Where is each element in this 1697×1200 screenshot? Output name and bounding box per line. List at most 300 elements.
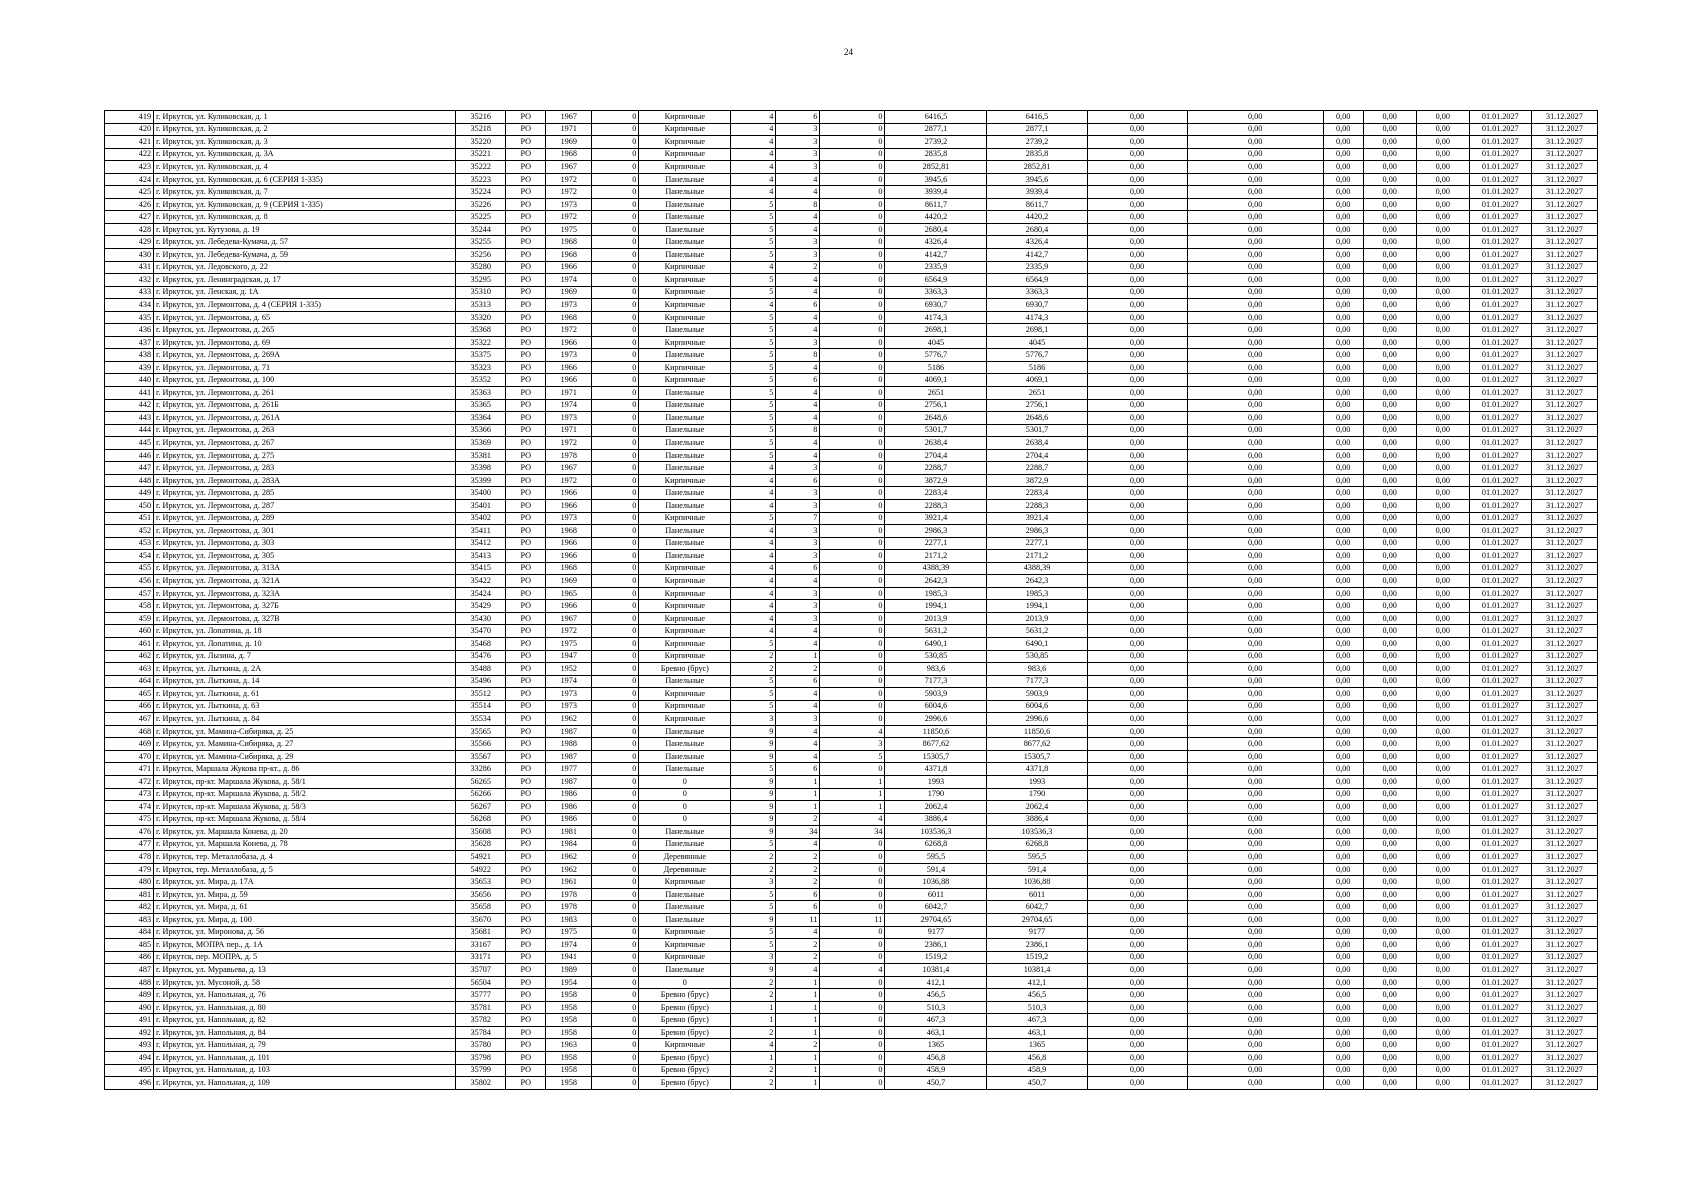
row-number-cell: 429 — [105, 236, 154, 249]
cost-3-cell: 0,00 — [1323, 387, 1363, 400]
total-area-cell: 2277,1 — [885, 537, 987, 550]
row-number-cell: 491 — [105, 1014, 154, 1027]
entrances-cell: 4 — [776, 211, 820, 224]
floors-cell: 5 — [731, 763, 776, 776]
living-area-cell: 530,85 — [987, 650, 1087, 663]
cost-5-cell: 0,00 — [1416, 499, 1469, 512]
floors-cell: 5 — [731, 926, 776, 939]
living-area-cell: 4069,1 — [987, 374, 1087, 387]
repair-year-cell: 0 — [592, 236, 639, 249]
method-cell: РО — [506, 537, 546, 550]
cost-3-cell: 0,00 — [1323, 1001, 1363, 1014]
cost-4-cell: 0,00 — [1363, 424, 1416, 437]
cost-5-cell: 0,00 — [1416, 550, 1469, 563]
wall-material-cell: Кирпичные — [639, 512, 731, 525]
entrances-cell: 3 — [776, 587, 820, 600]
wall-material-cell: Кирпичные — [639, 688, 731, 701]
repair-year-cell: 0 — [592, 374, 639, 387]
cost-3-cell: 0,00 — [1323, 236, 1363, 249]
floors-cell: 4 — [731, 161, 776, 174]
entrances-cell: 4 — [776, 311, 820, 324]
total-area-cell: 8677,62 — [885, 738, 987, 751]
house-id-cell: 35781 — [456, 1001, 506, 1014]
table-row — [105, 876, 1598, 889]
house-id-cell: 35496 — [456, 675, 506, 688]
method-cell: РО — [506, 738, 546, 751]
lifts-cell: 0 — [820, 625, 885, 638]
table-row — [105, 637, 1598, 650]
start-date-cell: 01.01.2027 — [1469, 286, 1531, 299]
table-row — [105, 688, 1598, 701]
lifts-cell: 0 — [820, 223, 885, 236]
address-cell: г. Иркутск, ул. Мира, д. 59 — [154, 888, 456, 901]
cost-5-cell: 0,00 — [1416, 650, 1469, 663]
method-cell: РО — [506, 424, 546, 437]
end-date-cell: 31.12.2027 — [1531, 261, 1597, 274]
house-id-cell: 56265 — [456, 775, 506, 788]
floors-cell: 5 — [731, 336, 776, 349]
year-built-cell: 1941 — [546, 951, 592, 964]
cost-3-cell: 0,00 — [1323, 311, 1363, 324]
floors-cell: 4 — [731, 525, 776, 538]
repair-year-cell: 0 — [592, 713, 639, 726]
table-row — [105, 650, 1598, 663]
total-area-cell: 8611,7 — [885, 198, 987, 211]
wall-material-cell: Кирпичные — [639, 650, 731, 663]
floors-cell: 5 — [731, 361, 776, 374]
entrances-cell: 1 — [776, 976, 820, 989]
start-date-cell: 01.01.2027 — [1469, 1052, 1531, 1065]
entrances-cell: 7 — [776, 512, 820, 525]
cost-3-cell: 0,00 — [1323, 813, 1363, 826]
cost-3-cell: 0,00 — [1323, 136, 1363, 149]
cost-2-cell: 0,00 — [1187, 286, 1323, 299]
living-area-cell: 2013,9 — [987, 612, 1087, 625]
total-area-cell: 595,5 — [885, 851, 987, 864]
repair-year-cell: 0 — [592, 223, 639, 236]
table-row — [105, 487, 1598, 500]
year-built-cell: 1972 — [546, 173, 592, 186]
cost-5-cell: 0,00 — [1416, 437, 1469, 450]
cost-1-cell: 0,00 — [1087, 725, 1187, 738]
method-cell: РО — [506, 512, 546, 525]
total-area-cell: 6268,8 — [885, 838, 987, 851]
floors-cell: 4 — [731, 537, 776, 550]
living-area-cell: 3921,4 — [987, 512, 1087, 525]
wall-material-cell: Кирпичные — [639, 575, 731, 588]
table-row — [105, 851, 1598, 864]
row-number-cell: 486 — [105, 951, 154, 964]
year-built-cell: 1966 — [546, 374, 592, 387]
year-built-cell: 1967 — [546, 161, 592, 174]
row-number-cell: 475 — [105, 813, 154, 826]
wall-material-cell: Панельные — [639, 550, 731, 563]
year-built-cell: 1968 — [546, 148, 592, 161]
cost-5-cell: 0,00 — [1416, 788, 1469, 801]
repair-year-cell: 0 — [592, 1001, 639, 1014]
table-row — [105, 525, 1598, 538]
cost-4-cell: 0,00 — [1363, 349, 1416, 362]
end-date-cell: 31.12.2027 — [1531, 437, 1597, 450]
table-row — [105, 537, 1598, 550]
cost-3-cell: 0,00 — [1323, 374, 1363, 387]
table-row — [105, 1014, 1598, 1027]
lifts-cell: 0 — [820, 637, 885, 650]
method-cell: РО — [506, 374, 546, 387]
cost-3-cell: 0,00 — [1323, 349, 1363, 362]
cost-4-cell: 0,00 — [1363, 826, 1416, 839]
total-area-cell: 983,6 — [885, 663, 987, 676]
house-id-cell: 35658 — [456, 901, 506, 914]
living-area-cell: 450,7 — [987, 1077, 1087, 1090]
cost-4-cell: 0,00 — [1363, 1014, 1416, 1027]
method-cell: РО — [506, 851, 546, 864]
cost-5-cell: 0,00 — [1416, 186, 1469, 199]
house-id-cell: 35322 — [456, 336, 506, 349]
cost-2-cell: 0,00 — [1187, 976, 1323, 989]
repair-year-cell: 0 — [592, 499, 639, 512]
cost-4-cell: 0,00 — [1363, 876, 1416, 889]
cost-4-cell: 0,00 — [1363, 939, 1416, 952]
row-number-cell: 428 — [105, 223, 154, 236]
lifts-cell: 0 — [820, 851, 885, 864]
entrances-cell: 6 — [776, 901, 820, 914]
floors-cell: 4 — [731, 173, 776, 186]
table-row — [105, 437, 1598, 450]
cost-2-cell: 0,00 — [1187, 888, 1323, 901]
floors-cell: 9 — [731, 964, 776, 977]
cost-3-cell: 0,00 — [1323, 637, 1363, 650]
cost-2-cell: 0,00 — [1187, 763, 1323, 776]
entrances-cell: 4 — [776, 625, 820, 638]
cost-4-cell: 0,00 — [1363, 1039, 1416, 1052]
house-id-cell: 35514 — [456, 700, 506, 713]
start-date-cell: 01.01.2027 — [1469, 474, 1531, 487]
address-cell: г. Иркутск, ул. Лермонтова, д. 283 — [154, 462, 456, 475]
cost-4-cell: 0,00 — [1363, 738, 1416, 751]
entrances-cell: 3 — [776, 136, 820, 149]
lifts-cell: 0 — [820, 888, 885, 901]
entrances-cell: 2 — [776, 663, 820, 676]
start-date-cell: 01.01.2027 — [1469, 1001, 1531, 1014]
cost-2-cell: 0,00 — [1187, 324, 1323, 337]
lifts-cell: 0 — [820, 575, 885, 588]
living-area-cell: 4045 — [987, 336, 1087, 349]
wall-material-cell: Бревно (брус) — [639, 1064, 731, 1077]
start-date-cell: 01.01.2027 — [1469, 612, 1531, 625]
entrances-cell: 3 — [776, 123, 820, 136]
address-cell: г. Иркутск, ул. Лермонтова, д. 4 (СЕРИЯ 1-335) — [154, 299, 456, 312]
lifts-cell: 0 — [820, 236, 885, 249]
cost-3-cell: 0,00 — [1323, 612, 1363, 625]
end-date-cell: 31.12.2027 — [1531, 111, 1597, 124]
cost-5-cell: 0,00 — [1416, 123, 1469, 136]
repair-year-cell: 0 — [592, 826, 639, 839]
floors-cell: 9 — [731, 801, 776, 814]
entrances-cell: 1 — [776, 788, 820, 801]
address-cell: г. Иркутск, ул. Лебедева-Кумача, д. 57 — [154, 236, 456, 249]
repair-year-cell: 0 — [592, 361, 639, 374]
house-id-cell: 35608 — [456, 826, 506, 839]
floors-cell: 5 — [731, 249, 776, 262]
lifts-cell: 0 — [820, 537, 885, 550]
row-number-cell: 459 — [105, 612, 154, 625]
end-date-cell: 31.12.2027 — [1531, 1014, 1597, 1027]
address-cell: г. Иркутск, тер. Металлобаза, д. 4 — [154, 851, 456, 864]
year-built-cell: 1967 — [546, 111, 592, 124]
repair-year-cell: 0 — [592, 550, 639, 563]
living-area-cell: 595,5 — [987, 851, 1087, 864]
address-cell: г. Иркутск, ул. Мусоной, д. 58 — [154, 976, 456, 989]
cost-4-cell: 0,00 — [1363, 387, 1416, 400]
cost-1-cell: 0,00 — [1087, 926, 1187, 939]
living-area-cell: 2171,2 — [987, 550, 1087, 563]
cost-3-cell: 0,00 — [1323, 161, 1363, 174]
cost-2-cell: 0,00 — [1187, 663, 1323, 676]
end-date-cell: 31.12.2027 — [1531, 775, 1597, 788]
start-date-cell: 01.01.2027 — [1469, 299, 1531, 312]
cost-2-cell: 0,00 — [1187, 801, 1323, 814]
repair-year-cell: 0 — [592, 939, 639, 952]
floors-cell: 2 — [731, 650, 776, 663]
wall-material-cell: Бревно (брус) — [639, 1014, 731, 1027]
wall-material-cell: Деревянные — [639, 851, 731, 864]
table-row — [105, 236, 1598, 249]
repair-year-cell: 0 — [592, 876, 639, 889]
cost-5-cell: 0,00 — [1416, 525, 1469, 538]
end-date-cell: 31.12.2027 — [1531, 499, 1597, 512]
cost-4-cell: 0,00 — [1363, 813, 1416, 826]
address-cell: г. Иркутск, ул. Лермонтова, д. 65 — [154, 311, 456, 324]
entrances-cell: 3 — [776, 612, 820, 625]
floors-cell: 5 — [731, 274, 776, 287]
year-built-cell: 1974 — [546, 274, 592, 287]
repair-year-cell: 0 — [592, 738, 639, 751]
repair-year-cell: 0 — [592, 198, 639, 211]
wall-material-cell: Кирпичные — [639, 311, 731, 324]
cost-3-cell: 0,00 — [1323, 914, 1363, 927]
total-area-cell: 3939,4 — [885, 186, 987, 199]
row-number-cell: 466 — [105, 700, 154, 713]
cost-4-cell: 0,00 — [1363, 901, 1416, 914]
cost-2-cell: 0,00 — [1187, 688, 1323, 701]
repair-year-cell: 0 — [592, 123, 639, 136]
house-id-cell: 35565 — [456, 725, 506, 738]
repair-year-cell: 0 — [592, 600, 639, 613]
cost-2-cell: 0,00 — [1187, 487, 1323, 500]
year-built-cell: 1972 — [546, 625, 592, 638]
cost-4-cell: 0,00 — [1363, 499, 1416, 512]
row-number-cell: 482 — [105, 901, 154, 914]
row-number-cell: 496 — [105, 1077, 154, 1090]
end-date-cell: 31.12.2027 — [1531, 173, 1597, 186]
start-date-cell: 01.01.2027 — [1469, 788, 1531, 801]
cost-5-cell: 0,00 — [1416, 600, 1469, 613]
cost-4-cell: 0,00 — [1363, 399, 1416, 412]
repair-year-cell: 0 — [592, 688, 639, 701]
living-area-cell: 2835,8 — [987, 148, 1087, 161]
end-date-cell: 31.12.2027 — [1531, 198, 1597, 211]
cost-2-cell: 0,00 — [1187, 399, 1323, 412]
house-id-cell: 35352 — [456, 374, 506, 387]
lifts-cell: 0 — [820, 111, 885, 124]
house-id-cell: 35224 — [456, 186, 506, 199]
repair-year-cell: 0 — [592, 976, 639, 989]
year-built-cell: 1971 — [546, 387, 592, 400]
row-number-cell: 434 — [105, 299, 154, 312]
table-row — [105, 1077, 1598, 1090]
cost-3-cell: 0,00 — [1323, 788, 1363, 801]
start-date-cell: 01.01.2027 — [1469, 236, 1531, 249]
total-area-cell: 2335,9 — [885, 261, 987, 274]
lifts-cell: 0 — [820, 1064, 885, 1077]
cost-4-cell: 0,00 — [1363, 336, 1416, 349]
wall-material-cell: Бревно (брус) — [639, 989, 731, 1002]
address-cell: г. Иркутск, ул. Мамина-Сибиряка, д. 29 — [154, 750, 456, 763]
cost-1-cell: 0,00 — [1087, 575, 1187, 588]
start-date-cell: 01.01.2027 — [1469, 914, 1531, 927]
cost-1-cell: 0,00 — [1087, 775, 1187, 788]
address-cell: г. Иркутск, ул. Ленинградская, д. 17 — [154, 274, 456, 287]
end-date-cell: 31.12.2027 — [1531, 750, 1597, 763]
cost-3-cell: 0,00 — [1323, 211, 1363, 224]
wall-material-cell: Кирпичные — [639, 274, 731, 287]
living-area-cell: 6042,7 — [987, 901, 1087, 914]
end-date-cell: 31.12.2027 — [1531, 663, 1597, 676]
living-area-cell: 2335,9 — [987, 261, 1087, 274]
table-row — [105, 939, 1598, 952]
table-row — [105, 286, 1598, 299]
lifts-cell: 0 — [820, 324, 885, 337]
address-cell: г. Иркутск, пр-кт. Маршала Жукова, д. 58/4 — [154, 813, 456, 826]
cost-4-cell: 0,00 — [1363, 462, 1416, 475]
year-built-cell: 1968 — [546, 236, 592, 249]
address-cell: г. Иркутск, ул. Лермонтова, д. 305 — [154, 550, 456, 563]
cost-4-cell: 0,00 — [1363, 612, 1416, 625]
total-area-cell: 2698,1 — [885, 324, 987, 337]
cost-5-cell: 0,00 — [1416, 976, 1469, 989]
cost-5-cell: 0,00 — [1416, 625, 1469, 638]
method-cell: РО — [506, 801, 546, 814]
method-cell: РО — [506, 550, 546, 563]
house-id-cell: 35566 — [456, 738, 506, 751]
living-area-cell: 2996,6 — [987, 713, 1087, 726]
end-date-cell: 31.12.2027 — [1531, 1039, 1597, 1052]
living-area-cell: 2877,1 — [987, 123, 1087, 136]
house-id-cell: 56266 — [456, 788, 506, 801]
table-row — [105, 801, 1598, 814]
repair-year-cell: 0 — [592, 700, 639, 713]
address-cell: г. Иркутск, ул. Напольная, д. 101 — [154, 1052, 456, 1065]
address-cell: г. Иркутск, ул. Маршала Конева, д. 20 — [154, 826, 456, 839]
cost-5-cell: 0,00 — [1416, 299, 1469, 312]
table-row — [105, 148, 1598, 161]
total-area-cell: 463,1 — [885, 1026, 987, 1039]
wall-material-cell: Панельные — [639, 449, 731, 462]
house-id-cell: 35216 — [456, 111, 506, 124]
start-date-cell: 01.01.2027 — [1469, 926, 1531, 939]
house-id-cell: 35780 — [456, 1039, 506, 1052]
repair-year-cell: 0 — [592, 286, 639, 299]
start-date-cell: 01.01.2027 — [1469, 499, 1531, 512]
cost-1-cell: 0,00 — [1087, 951, 1187, 964]
cost-1-cell: 0,00 — [1087, 612, 1187, 625]
year-built-cell: 1987 — [546, 775, 592, 788]
table-row — [105, 838, 1598, 851]
lifts-cell: 0 — [820, 211, 885, 224]
lifts-cell: 0 — [820, 274, 885, 287]
house-id-cell: 35488 — [456, 663, 506, 676]
wall-material-cell: Кирпичные — [639, 587, 731, 600]
method-cell: РО — [506, 863, 546, 876]
entrances-cell: 2 — [776, 1039, 820, 1052]
living-area-cell: 4326,4 — [987, 236, 1087, 249]
house-id-cell: 35799 — [456, 1064, 506, 1077]
year-built-cell: 1978 — [546, 888, 592, 901]
method-cell: РО — [506, 274, 546, 287]
floors-cell: 4 — [731, 148, 776, 161]
end-date-cell: 31.12.2027 — [1531, 474, 1597, 487]
cost-1-cell: 0,00 — [1087, 801, 1187, 814]
cost-3-cell: 0,00 — [1323, 299, 1363, 312]
end-date-cell: 31.12.2027 — [1531, 637, 1597, 650]
living-area-cell: 6268,8 — [987, 838, 1087, 851]
total-area-cell: 2288,3 — [885, 499, 987, 512]
cost-4-cell: 0,00 — [1363, 851, 1416, 864]
table-row — [105, 474, 1598, 487]
living-area-cell: 6564,9 — [987, 274, 1087, 287]
total-area-cell: 103536,3 — [885, 826, 987, 839]
house-id-cell: 35401 — [456, 499, 506, 512]
wall-material-cell: Панельные — [639, 173, 731, 186]
house-id-cell: 35313 — [456, 299, 506, 312]
cost-5-cell: 0,00 — [1416, 336, 1469, 349]
cost-3-cell: 0,00 — [1323, 600, 1363, 613]
total-area-cell: 4420,2 — [885, 211, 987, 224]
total-area-cell: 6564,9 — [885, 274, 987, 287]
living-area-cell: 458,9 — [987, 1064, 1087, 1077]
end-date-cell: 31.12.2027 — [1531, 976, 1597, 989]
floors-cell: 5 — [731, 688, 776, 701]
start-date-cell: 01.01.2027 — [1469, 449, 1531, 462]
wall-material-cell: Бревно (брус) — [639, 1052, 731, 1065]
cost-1-cell: 0,00 — [1087, 700, 1187, 713]
end-date-cell: 31.12.2027 — [1531, 299, 1597, 312]
start-date-cell: 01.01.2027 — [1469, 186, 1531, 199]
house-id-cell: 35280 — [456, 261, 506, 274]
method-cell: РО — [506, 939, 546, 952]
floors-cell: 3 — [731, 876, 776, 889]
living-area-cell: 1994,1 — [987, 600, 1087, 613]
house-id-cell: 33167 — [456, 939, 506, 952]
living-area-cell: 6004,6 — [987, 700, 1087, 713]
cost-2-cell: 0,00 — [1187, 851, 1323, 864]
address-cell: г. Иркутск, ул. Лермонтова, д. 265 — [154, 324, 456, 337]
start-date-cell: 01.01.2027 — [1469, 324, 1531, 337]
living-area-cell: 1993 — [987, 775, 1087, 788]
repair-year-cell: 0 — [592, 211, 639, 224]
wall-material-cell: Кирпичные — [639, 111, 731, 124]
cost-1-cell: 0,00 — [1087, 625, 1187, 638]
entrances-cell: 4 — [776, 286, 820, 299]
cost-3-cell: 0,00 — [1323, 148, 1363, 161]
method-cell: РО — [506, 600, 546, 613]
living-area-cell: 5301,7 — [987, 424, 1087, 437]
method-cell: РО — [506, 826, 546, 839]
start-date-cell: 01.01.2027 — [1469, 901, 1531, 914]
method-cell: РО — [506, 575, 546, 588]
repair-year-cell: 0 — [592, 637, 639, 650]
